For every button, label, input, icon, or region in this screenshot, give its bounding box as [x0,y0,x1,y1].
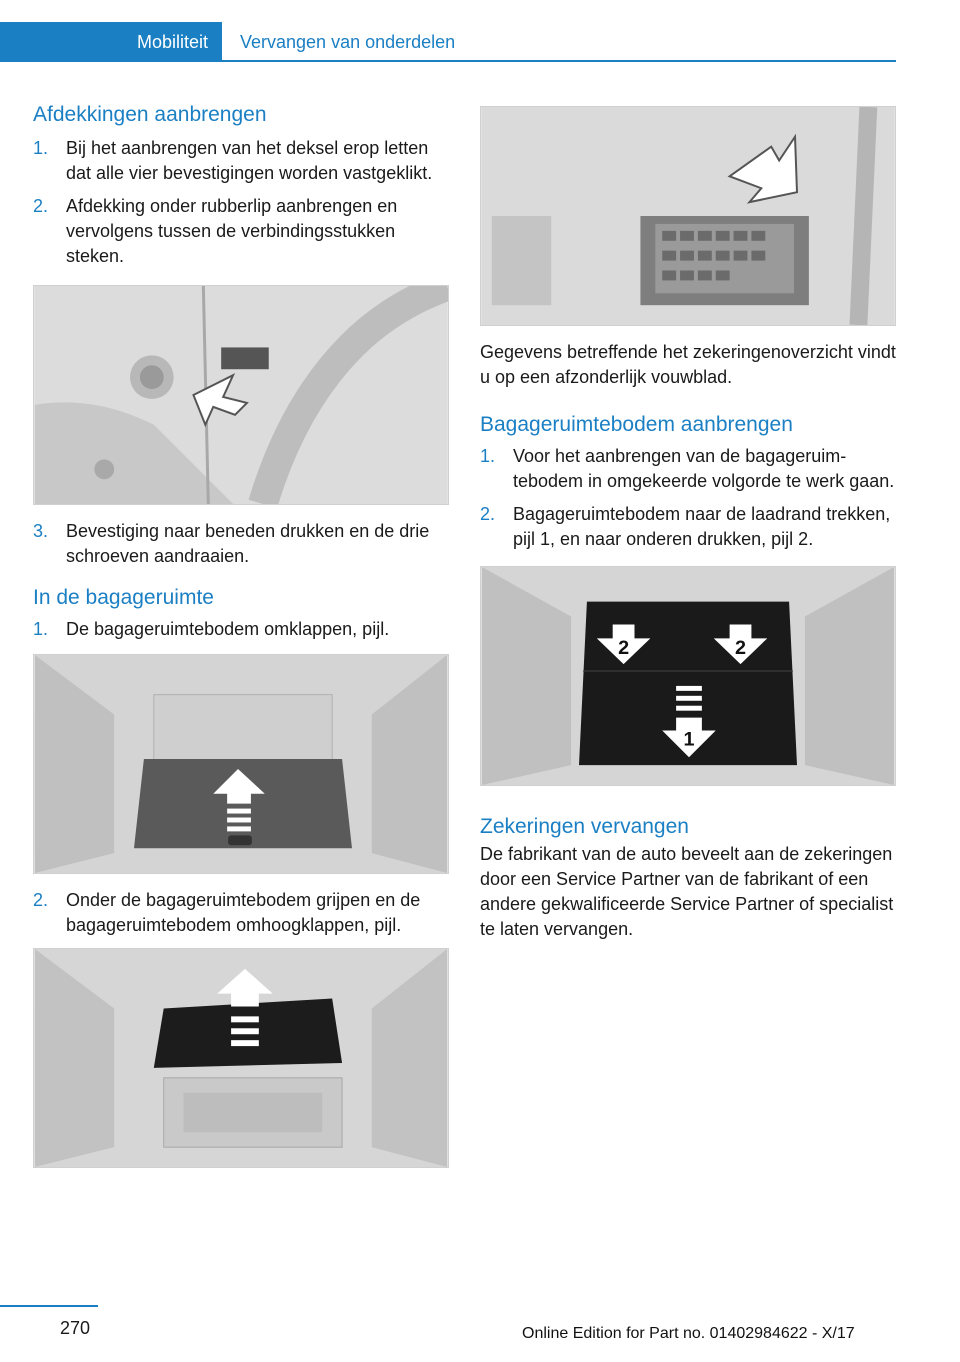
cover-clips-illustration [34,286,448,504]
step-number: 3. [33,521,49,541]
steps-afdekkingen [33,136,449,269]
list-item [480,502,896,552]
list-item [33,617,449,642]
arrow-1-label: 1 [683,728,695,751]
step-text: Voor het aanbrengen van de bagageruimtebodem in omgekeerde volgorde te werk gaan. [513,446,895,491]
trunk-floor-fold-illustration [34,655,448,873]
chapter-tab: Mobiliteit [0,22,222,62]
step-number: 1. [480,446,496,466]
list-item [33,194,449,269]
figure-cover-clips [33,285,449,505]
list-item [480,444,896,494]
step-text: Bagageruimtebodem naar de laadrand trekken, pijl 1, en naar onderen drukken, pijl 2. [513,504,891,549]
floor-install-illustration [481,567,895,785]
steps-afdekkingen-cont [33,519,449,569]
step-text: Bij het aanbrengen van het deksel erop letten dat alle vier bevestigingen worden vastgeklikt. [66,138,433,183]
figure-trunk-floor-fold [33,654,449,874]
page-header [0,22,896,62]
steps-bagageruimte-cont [33,888,449,938]
step-number: 2. [33,196,49,216]
step-text: Bevestiging naar beneden drukken en de drie schroeven aandraaien. [66,521,430,566]
heading-zekeringen: Zekeringen vervangen [480,815,689,838]
step-number: 1. [33,138,49,158]
steps-bagageruimte [33,617,449,642]
footer-rule [0,1305,98,1307]
section-title: Vervangen van onderdelen [240,32,456,52]
page-number: 270 [60,1318,91,1338]
fuse-replace-note: De fabrikant van de auto beveelt aan de zekeringen door een Service Partner van de fabrikant of een andere gekwalificeerde Service Partner of specialist te laten vervangen. [480,844,894,939]
list-item [33,519,449,569]
right-column [480,100,896,942]
steps-bodem-aanbrengen [480,444,896,552]
heading-afdekkingen: Afdekkingen aanbrengen [33,103,267,126]
step-number: 2. [33,890,49,910]
fuse-box-illustration [481,107,895,325]
figure-fuse-box [480,106,896,326]
header-rule [222,60,896,62]
list-item [33,136,449,186]
step-number: 2. [480,504,496,524]
heading-bodem-aanbrengen: Bagageruimtebodem aanbrengen [480,413,793,436]
step-text: Onder de bagageruimtebodem grijpen en de bagageruimtebodem omhoogklappen, pijl. [66,890,421,935]
edition-note: Online Edition for Part no. 01402984622 - X/17 [522,1325,855,1342]
arrow-2-right-label: 2 [735,637,747,660]
fuse-overview-note: Gegevens betreffende het zekeringenoverzicht vindt u op een afzonderlijk vouwblad. [480,342,896,387]
left-column [33,100,449,1168]
arrow-2-left-label: 2 [618,637,630,660]
figure-trunk-floor-lift [33,948,449,1168]
list-item [33,888,449,938]
trunk-floor-lift-illustration [34,949,448,1167]
step-number: 1. [33,619,49,639]
heading-bagageruimte: In de bagageruimte [33,586,214,609]
step-text: Afdekking onder rubberlip aanbrengen en vervolgens tussen de verbindingsstukken steken. [66,196,398,266]
step-text: De bagageruimtebodem omklappen, pijl. [66,619,390,639]
figure-floor-install [480,566,896,786]
